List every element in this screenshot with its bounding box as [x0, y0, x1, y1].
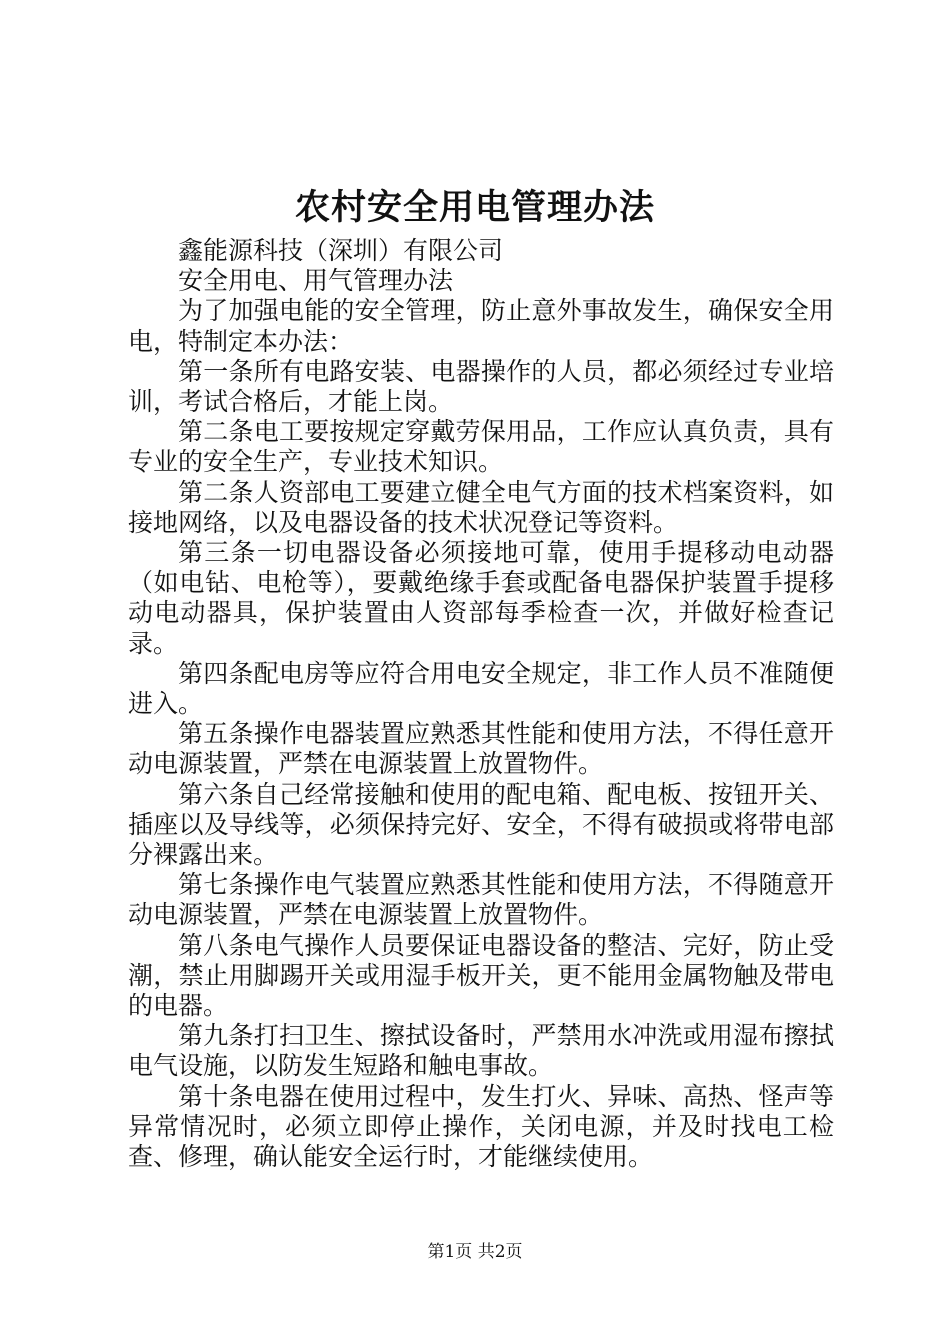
document-body	[128, 236, 834, 1172]
article-2: 第二条电工要按规定穿戴劳保用品，工作应认真负责，具有专业的安全生产，专业技术知识。	[128, 417, 834, 477]
article-10: 第十条电器在使用过程中，发生打火、异味、高热、怪声等异常情况时，必须立即停止操作，关闭电源，并及时找电工检查、修理，确认能安全运行时，才能继续使用。	[128, 1081, 834, 1172]
article-8: 第八条电气操作人员要保证电器设备的整洁、完好，防止受潮，禁止用脚踢开关或用湿手板开关，更不能用金属物触及带电的电器。	[128, 930, 834, 1021]
article-7: 第七条操作电气装置应熟悉其性能和使用方法，不得随意开动电源装置，严禁在电源装置上放置物件。	[128, 870, 834, 930]
article-2b: 第二条人资部电工要建立健全电气方面的技术档案资料，如接地网络，以及电器设备的技术状况登记等资料。	[128, 477, 834, 537]
article-6: 第六条自己经常接触和使用的配电箱、配电板、按钮开关、插座以及导线等，必须保持完好、安全，不得有破损或将带电部分裸露出来。	[128, 779, 834, 870]
article-1: 第一条所有电路安装、电器操作的人员，都必须经过专业培训，考试合格后，才能上岗。	[128, 356, 834, 417]
page-number-footer: 第1页 共2页	[427, 1242, 523, 1262]
article-3: 第三条一切电器设备必须接地可靠，使用手提移动电动器（如电钻、电枪等），要戴绝缘手套或配备电器保护装置手提移动电动器具，保护装置由人资部每季检查一次，并做好检查记录。	[128, 538, 834, 658]
subtitle: 安全用电、用气管理办法	[178, 266, 454, 296]
article-5: 第五条操作电器装置应熟悉其性能和使用方法，不得任意开动电源装置，严禁在电源装置上放置物件。	[128, 719, 834, 779]
article-4: 第四条配电房等应符合用电安全规定，非工作人员不准随便进入。	[128, 658, 834, 719]
document-title: 农村安全用电管理办法	[294, 187, 655, 228]
company-name: 鑫能源科技（深圳）有限公司	[178, 236, 504, 265]
intro-paragraph: 为了加强电能的安全管理，防止意外事故发生，确保安全用电，特制定本办法：	[128, 296, 834, 356]
article-9: 第九条打扫卫生、擦拭设备时，严禁用水冲洗或用湿布擦拭电气设施，以防发生短路和触电事故。	[128, 1021, 834, 1081]
